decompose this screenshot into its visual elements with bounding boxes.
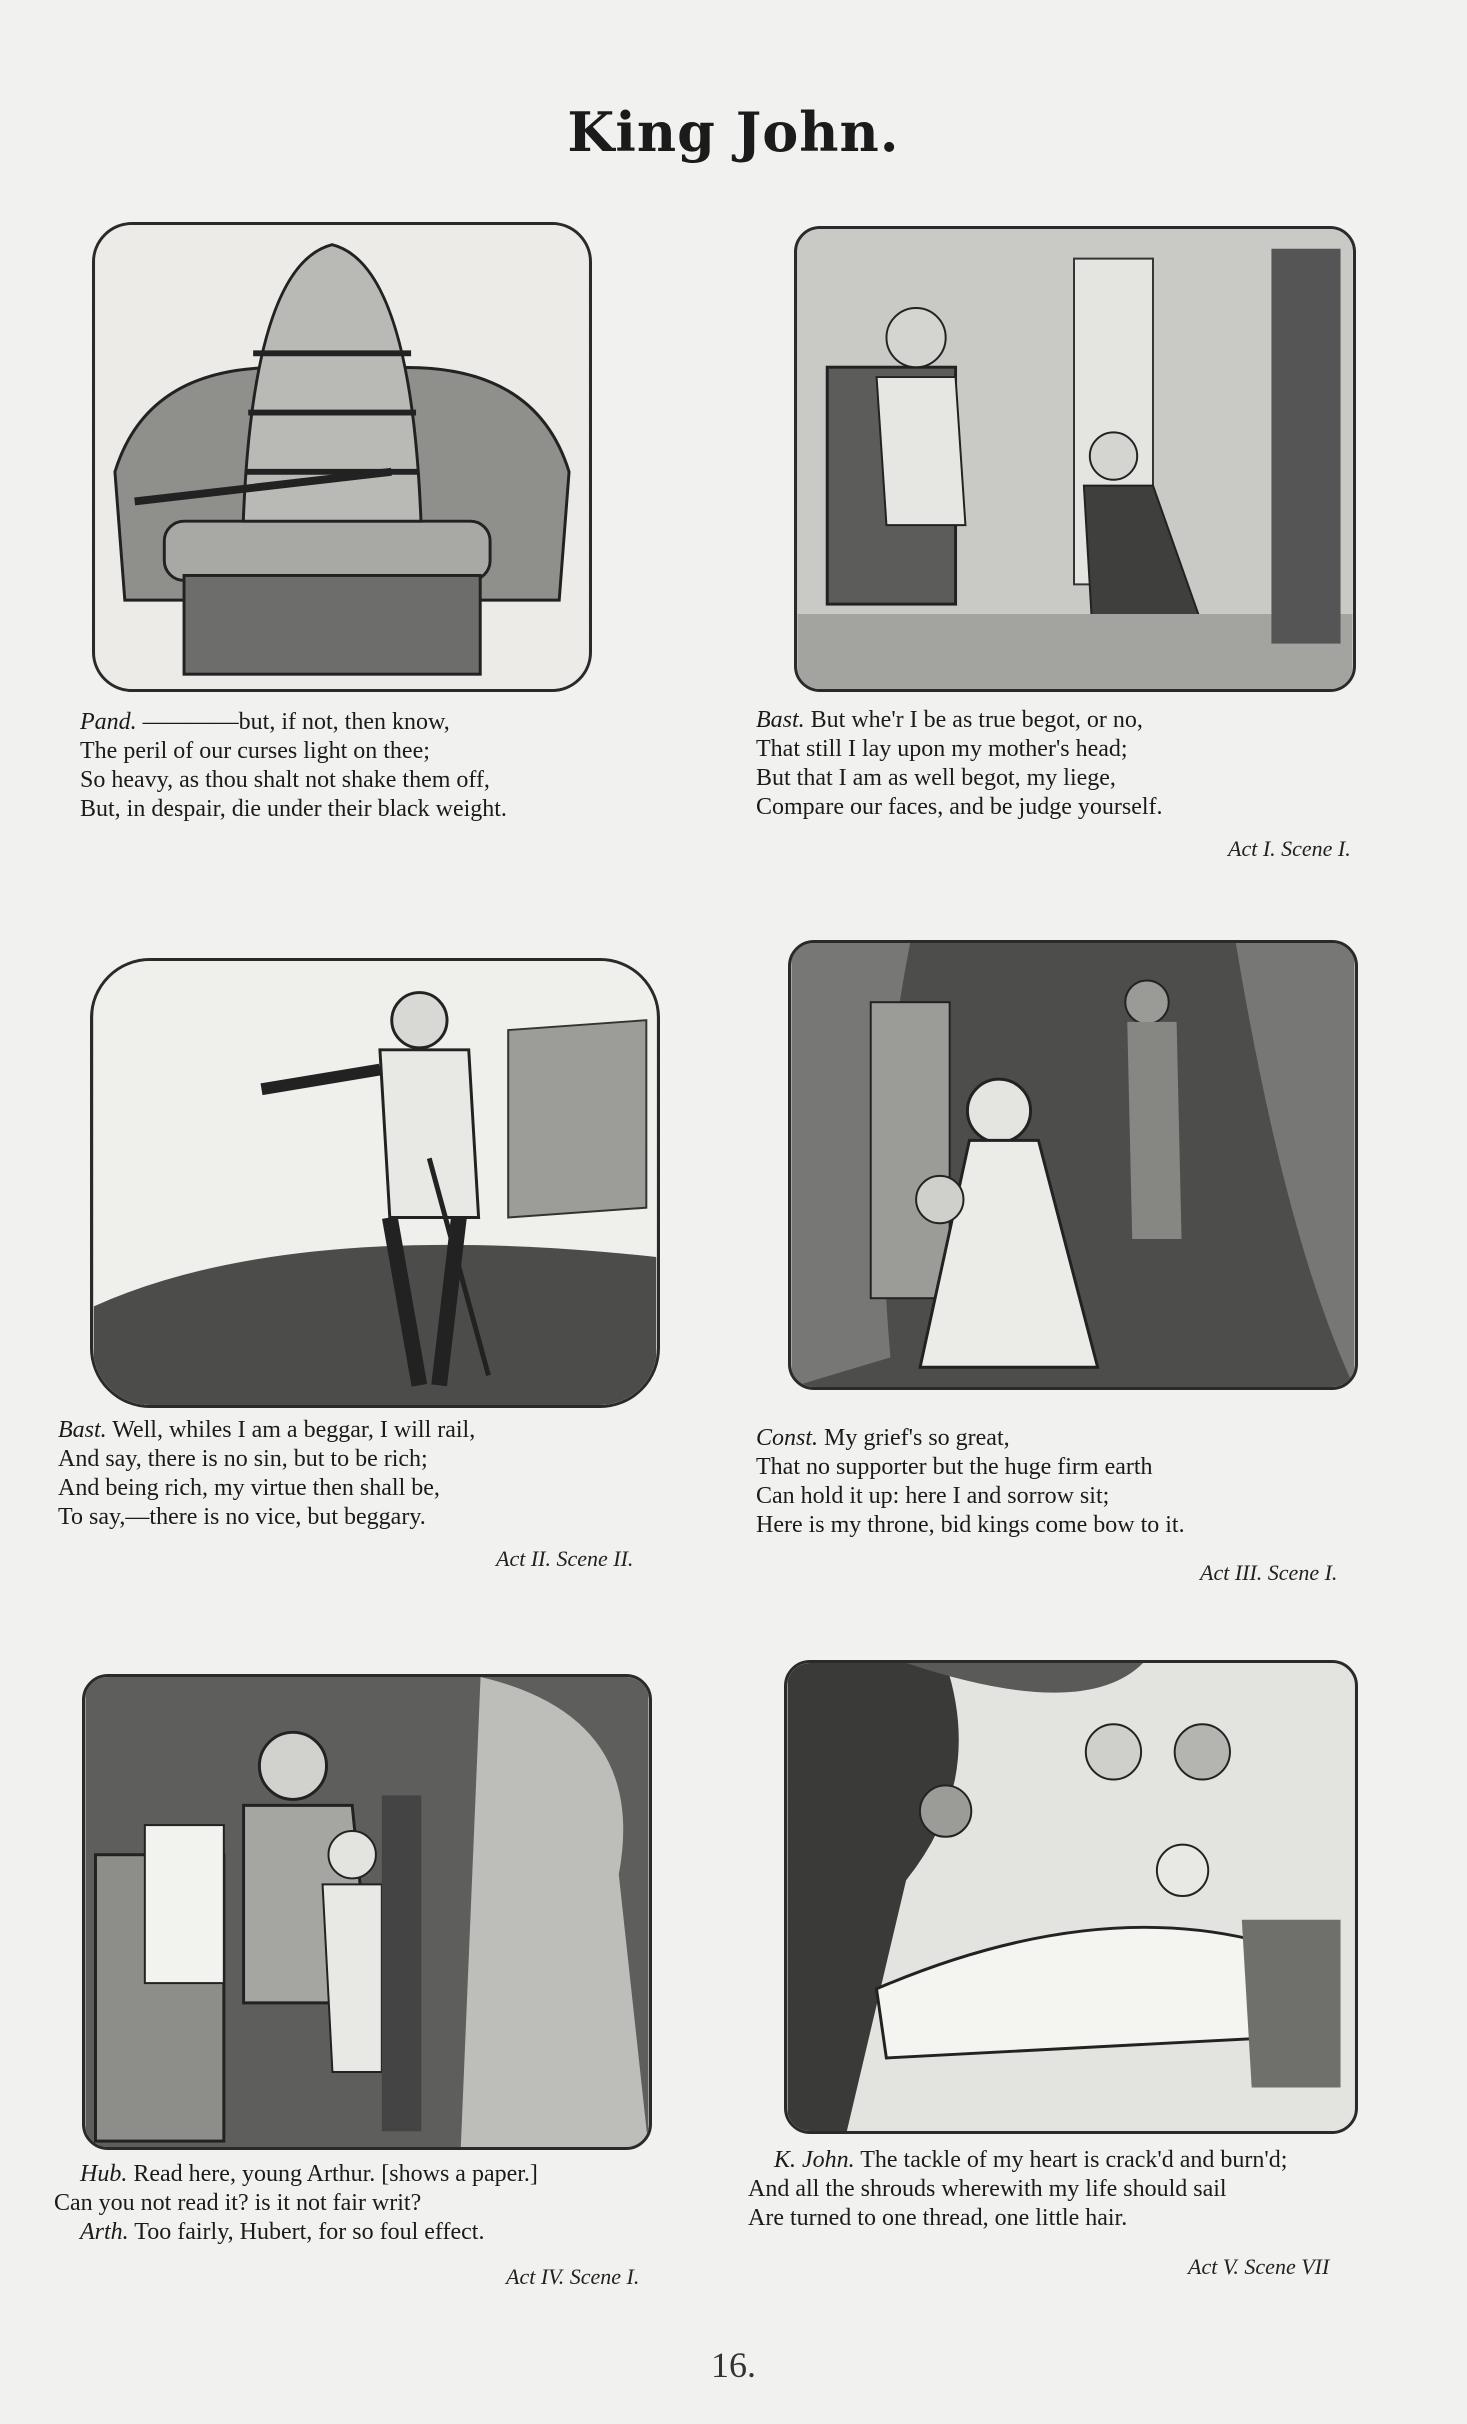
caption-5: Hub. Read here, young Arthur. [shows a paper.] Can you not read it? is it not fair writ? Arth. Too fairly, Hubert, for so foul effect. (54, 2161, 538, 2245)
scene-reference-3: Act III. Scene I. (1200, 1560, 1338, 1585)
caption-6: K. John. The tackle of my heart is crack'd and burn'd; And all the shrouds wherewith my life should sail Are turned to one thread, one little hair. (748, 2147, 1288, 2231)
papal-tiara-illustration (92, 222, 592, 692)
page-title: King John. (567, 100, 900, 164)
king-john-death-illustration (784, 1660, 1358, 2134)
death-scene-engraving (787, 1663, 1355, 2131)
caption-4: Const. My grief's so great, That no supporter but the huge firm earth Can hold it up: here I and sorrow sit; Here is my throne, bid kings come bow to it. (756, 1425, 1185, 1538)
scene-reference-2: Act II. Scene II. (496, 1546, 634, 1571)
constance-engraving (791, 943, 1355, 1387)
caption-2: Bast. But whe'r I be as true begot, or no, That still I lay upon my mother's head; But that I am as well begot, my liege, Compare our faces, and be judge yourself. (756, 707, 1163, 820)
scene-reference-4: Act IV. Scene I. (506, 2264, 640, 2289)
caption-1: Pand. ————but, if not, then know, The peril of our curses light on thee; So heavy, as thou shalt not shake them off, But, in despair, die under their black weight. (80, 709, 507, 822)
tiara-engraving (95, 225, 589, 689)
bastard-beggar-illustration (90, 958, 660, 1408)
hubert-engraving (85, 1677, 649, 2147)
hubert-arthur-illustration (82, 1674, 652, 2150)
throne-room-engraving (797, 229, 1353, 689)
soldier-castle-engraving (93, 961, 657, 1405)
bastard-kneeling-illustration (794, 226, 1356, 692)
page-number: 16. (711, 2345, 756, 2385)
constance-grief-illustration (788, 940, 1358, 1390)
caption-3: Bast. Well, whiles I am a beggar, I will rail, And say, there is no sin, but to be rich; And being rich, my virtue then shall be, To say,—there is no vice, but beggary. (58, 1417, 476, 1530)
scene-reference-5: Act V. Scene VII (1188, 2254, 1330, 2279)
scene-reference-1: Act I. Scene I. (1228, 836, 1351, 861)
